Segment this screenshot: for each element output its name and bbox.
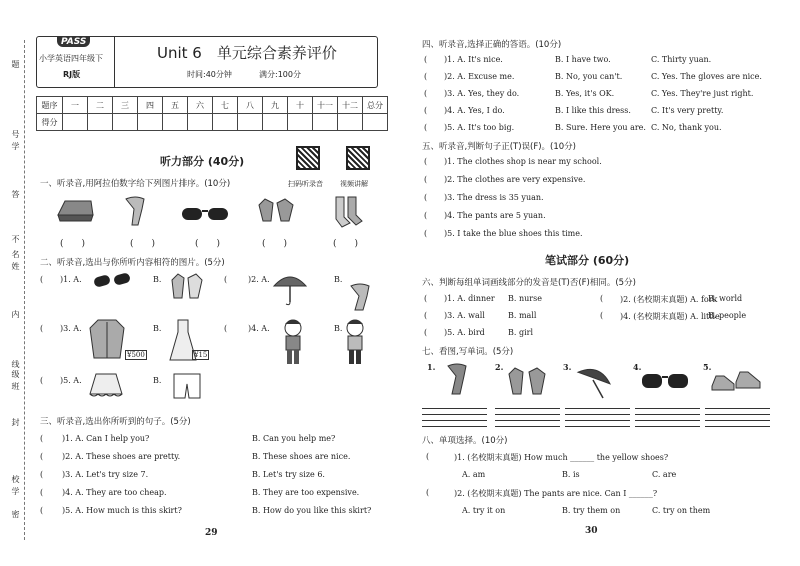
- answer-blank[interactable]: (: [424, 72, 428, 81]
- answer-blank[interactable]: (: [424, 328, 428, 337]
- writing-line[interactable]: [705, 414, 770, 415]
- q8-question-1: )1. (名校期末真题) How much ______ the yellow shoes?: [454, 453, 669, 462]
- written-section-title: 笔试部分 (60分): [545, 254, 630, 267]
- binding-label: 姓: [11, 262, 20, 270]
- binding-label: 级: [11, 370, 20, 378]
- score-table-header: 九: [263, 97, 288, 114]
- score-row-label: 得分: [37, 114, 63, 131]
- answer-blank[interactable]: (: [600, 294, 604, 303]
- binding-label: 学: [11, 487, 20, 495]
- binding-label: 名: [11, 250, 20, 258]
- answer-blank[interactable]: (: [224, 275, 228, 284]
- sunglasses-icon: [640, 370, 690, 392]
- score-cell[interactable]: [313, 114, 338, 131]
- score-cell[interactable]: [263, 114, 288, 131]
- gloves-icon: [505, 364, 549, 400]
- q2-item-label: )2. A.: [248, 275, 270, 284]
- question-6-title: 六、判断每组单词画线部分的发音是(T)否(F)相同。(5分): [422, 278, 636, 288]
- score-table-header: 四: [138, 97, 163, 114]
- q3-option-b: B. Let's try size 6.: [252, 470, 325, 479]
- shoes-icon: [710, 368, 762, 394]
- q4-option-b: B. Yes, it's OK.: [555, 89, 615, 98]
- price-tag: ¥15: [194, 351, 208, 359]
- score-cell[interactable]: [338, 114, 363, 131]
- q6-word-a: )4. (名校期末真题) A. little: [620, 312, 720, 321]
- binding-label: 学: [11, 142, 20, 150]
- q8-option: B. is: [562, 470, 580, 479]
- q6-word-b: B. people: [708, 311, 747, 320]
- answer-blank[interactable]: (: [40, 434, 44, 443]
- answer-blank[interactable]: (: [426, 452, 430, 461]
- score-table-header: 总分: [363, 97, 388, 114]
- score-cell[interactable]: [138, 114, 163, 131]
- umbrella-icon: [575, 366, 613, 400]
- scarf-icon: [120, 195, 150, 229]
- score-cell[interactable]: [113, 114, 138, 131]
- score-table: [36, 96, 388, 131]
- answer-blank[interactable]: (: [600, 311, 604, 320]
- q5-statement: )2. The clothes are very expensive.: [444, 175, 586, 184]
- socks-icon: [330, 195, 364, 229]
- q6-word-a: )1. A. dinner: [444, 294, 495, 303]
- q4-option-a: )2. A. Excuse me.: [444, 72, 515, 81]
- shorts-icon: [172, 372, 202, 402]
- q8-option: A. am: [462, 470, 486, 479]
- qr-label-audio: 扫码听录音: [288, 180, 323, 188]
- pass-logo: PASS: [57, 37, 90, 47]
- score-label: 满分:100分: [259, 70, 301, 79]
- answer-blank[interactable]: (: [424, 123, 428, 132]
- score-cell[interactable]: [288, 114, 313, 131]
- q6-word-b: B. nurse: [508, 294, 542, 303]
- listening-section-title: 听力部分 (40分): [160, 155, 245, 168]
- q4-option-a: )4. A. Yes, I do.: [444, 106, 505, 115]
- q5-statement: )1. The clothes shop is near my school.: [444, 157, 602, 166]
- boy-figure-icon: [340, 318, 370, 366]
- order-blank[interactable]: ( ): [195, 239, 221, 249]
- question-5-title: 五、听录音,判断句子正(T)误(F)。(10分): [422, 142, 576, 152]
- score-table-header: 十一: [313, 97, 338, 114]
- score-table-header: 十: [288, 97, 313, 114]
- writing-line[interactable]: [635, 414, 700, 415]
- answer-blank[interactable]: (: [424, 311, 428, 320]
- q4-option-b: B. Sure. Here you are.: [555, 123, 646, 132]
- answer-blank[interactable]: (: [424, 193, 428, 202]
- price-tag: ¥500: [127, 351, 145, 359]
- writing-line[interactable]: [705, 408, 770, 409]
- binding-label: 内: [11, 310, 20, 318]
- binding-label: 号: [11, 130, 20, 138]
- grade-label: 小学英语四年级下: [39, 54, 103, 63]
- q8-option: B. try them on: [562, 506, 621, 515]
- q2-item-label: )4. A.: [248, 324, 270, 333]
- question-3-title: 三、听录音,选出你所听到的句子。(5分): [40, 417, 191, 427]
- binding-label: 校: [11, 475, 20, 483]
- binding-label: 不: [11, 235, 20, 243]
- answer-blank[interactable]: (: [424, 55, 428, 64]
- score-table-header: 六: [188, 97, 213, 114]
- q6-word-a: )2. (名校期末真题) A. fork: [620, 295, 718, 304]
- scarf-icon: [442, 362, 472, 398]
- answer-blank[interactable]: (: [224, 324, 228, 333]
- time-label: 时间:40分钟: [187, 70, 232, 79]
- q3-option-a: )4. A. They are too cheap.: [62, 488, 167, 497]
- writing-line[interactable]: [495, 426, 560, 427]
- q3-option-a: )1. A. Can I help you?: [62, 434, 150, 443]
- answer-blank[interactable]: (: [424, 157, 428, 166]
- q2-item-label: )3. A.: [60, 324, 82, 333]
- q3-option-b: B. They are too expensive.: [252, 488, 360, 497]
- writing-line[interactable]: [635, 426, 700, 427]
- q6-word-a: )5. A. bird: [444, 328, 485, 337]
- score-cell[interactable]: [163, 114, 188, 131]
- q3-option-a: )2. A. These shoes are pretty.: [62, 452, 181, 461]
- gloves-icon: [168, 272, 206, 302]
- q6-word-a: )3. A. wall: [444, 311, 485, 320]
- question-7-title: 七、看图,写单词。(5分): [422, 347, 514, 357]
- answer-blank[interactable]: (: [424, 175, 428, 184]
- q3-option-b: B. Can you help me?: [252, 434, 336, 443]
- binding-label: 题: [11, 60, 20, 68]
- q8-question-2: )2. (名校期末真题) The pants are nice. Can I ______?: [454, 489, 658, 498]
- q6-word-b: B. girl: [508, 328, 534, 337]
- writing-line[interactable]: [495, 420, 560, 421]
- writing-line[interactable]: [565, 426, 630, 427]
- picture-number: 1.: [427, 362, 436, 372]
- scarf-icon: [345, 282, 375, 312]
- q4-option-c: C. Thirty yuan.: [651, 55, 712, 64]
- q5-statement: )5. I take the blue shoes this time.: [444, 229, 583, 238]
- binding-label: 答: [11, 190, 20, 198]
- q2-item-b: B.: [153, 324, 162, 333]
- answer-blank[interactable]: (: [424, 294, 428, 303]
- answer-blank[interactable]: (: [40, 324, 44, 333]
- q4-option-b: B. I have two.: [555, 55, 611, 64]
- picture-number: 2.: [495, 362, 504, 372]
- score-table-header: 三: [113, 97, 138, 114]
- q4-option-a: )1. A. It's nice.: [444, 55, 503, 64]
- writing-line[interactable]: [495, 414, 560, 415]
- writing-line[interactable]: [705, 420, 770, 421]
- answer-blank[interactable]: (: [40, 452, 44, 461]
- score-table-header: 五: [163, 97, 188, 114]
- page-number: 29: [205, 528, 218, 538]
- q8-option: A. try it on: [462, 506, 506, 515]
- picture-number: 3.: [563, 362, 572, 372]
- sunglasses-icon: [92, 272, 132, 290]
- q6-word-b: B. world: [708, 294, 743, 303]
- binding-margin: [4, 40, 30, 540]
- q3-option-b: B. How do you like this skirt?: [252, 506, 372, 515]
- writing-line[interactable]: [495, 408, 560, 409]
- grade-box: [37, 37, 115, 87]
- score-cell[interactable]: [188, 114, 213, 131]
- qr-label-video: 视频讲解: [340, 180, 368, 188]
- q4-option-c: C. It's very pretty.: [651, 106, 724, 115]
- writing-line[interactable]: [565, 420, 630, 421]
- binding-label: 班: [11, 382, 20, 390]
- score-cell[interactable]: [88, 114, 113, 131]
- umbrella-icon: [272, 272, 308, 306]
- question-1-title: 一、听录音,用阿拉伯数字给下列图片排序。(10分): [40, 179, 231, 189]
- answer-blank[interactable]: (: [426, 488, 430, 497]
- question-4-title: 四、听录音,选择正确的答语。(10分): [422, 40, 562, 50]
- qr-code-video[interactable]: [346, 146, 370, 170]
- sunglasses-icon: [180, 205, 230, 223]
- answer-blank[interactable]: (: [424, 89, 428, 98]
- binding-label: 封: [11, 418, 20, 426]
- q4-option-b: B. No, you can't.: [555, 72, 623, 81]
- answer-blank[interactable]: (: [424, 229, 428, 238]
- answer-blank[interactable]: (: [424, 106, 428, 115]
- q3-option-b: B. These shoes are nice.: [252, 452, 351, 461]
- q8-option: C. are: [652, 470, 677, 479]
- writing-line[interactable]: [635, 408, 700, 409]
- score-table-header: 八: [238, 97, 263, 114]
- q2-item-b: B.: [334, 324, 343, 333]
- order-blank[interactable]: ( ): [130, 239, 156, 249]
- writing-line[interactable]: [422, 408, 487, 409]
- score-cell[interactable]: [213, 114, 238, 131]
- q4-option-a: )5. A. It's too big.: [444, 123, 515, 132]
- gloves-icon: [255, 195, 297, 227]
- q4-option-c: C. Yes. The gloves are nice.: [651, 72, 762, 81]
- score-cell[interactable]: [238, 114, 263, 131]
- order-blank[interactable]: ( ): [262, 239, 288, 249]
- q5-statement: )4. The pants are 5 yuan.: [444, 211, 546, 220]
- binding-label: 线: [11, 360, 20, 368]
- q2-item-b: B.: [334, 275, 343, 284]
- score-cell[interactable]: [63, 114, 88, 131]
- q8-option: C. try on them: [652, 506, 711, 515]
- writing-line[interactable]: [422, 426, 487, 427]
- score-table-header: 十二: [338, 97, 363, 114]
- writing-line[interactable]: [635, 420, 700, 421]
- page-title: Unit 6 单元综合素养评价: [157, 44, 337, 62]
- answer-blank[interactable]: (: [40, 506, 44, 515]
- answer-blank[interactable]: (: [424, 211, 428, 220]
- skirt-icon: [88, 372, 124, 398]
- qr-code-audio[interactable]: [296, 146, 320, 170]
- order-blank[interactable]: ( ): [333, 239, 359, 249]
- answer-blank[interactable]: (: [40, 275, 44, 284]
- answer-blank[interactable]: (: [40, 488, 44, 497]
- exam-header: [36, 36, 378, 88]
- picture-number: 5.: [703, 362, 712, 372]
- score-table-header: 题序: [37, 97, 63, 114]
- writing-line[interactable]: [565, 408, 630, 409]
- question-2-title: 二、听录音,选出与你所听内容相符的图片。(5分): [40, 258, 225, 268]
- order-blank[interactable]: ( ): [60, 239, 86, 249]
- q2-item-label: )1. A.: [60, 275, 82, 284]
- score-cell[interactable]: [363, 114, 388, 131]
- writing-line[interactable]: [705, 426, 770, 427]
- writing-line[interactable]: [422, 414, 487, 415]
- q6-word-b: B. mall: [508, 311, 537, 320]
- clothes-pile-icon: [55, 195, 95, 225]
- q4-option-c: C. No, thank you.: [651, 123, 722, 132]
- q3-option-a: )3. A. Let's try size 7.: [62, 470, 149, 479]
- writing-line[interactable]: [422, 420, 487, 421]
- edition-label: RJ版: [63, 70, 81, 79]
- q2-item-b: B.: [153, 376, 162, 385]
- score-table-header: 七: [213, 97, 238, 114]
- q4-option-c: C. Yes. They're just right.: [651, 89, 754, 98]
- boy-figure-icon: [278, 318, 308, 366]
- q2-item-b: B.: [153, 275, 162, 284]
- right-page: [400, 0, 800, 566]
- q4-option-b: B. I like this dress.: [555, 106, 631, 115]
- picture-number: 4.: [633, 362, 642, 372]
- score-table-header: 二: [88, 97, 113, 114]
- q5-statement: )3. The dress is 35 yuan.: [444, 193, 544, 202]
- writing-line[interactable]: [565, 414, 630, 415]
- q3-option-a: )5. A. How much is this skirt?: [62, 506, 182, 515]
- question-8-title: 八、单项选择。(10分): [422, 436, 508, 446]
- answer-blank[interactable]: (: [40, 376, 44, 385]
- jacket-icon: [88, 318, 126, 362]
- q4-option-a: )3. A. Yes, they do.: [444, 89, 520, 98]
- answer-blank[interactable]: (: [40, 470, 44, 479]
- binding-label: 密: [11, 510, 20, 518]
- q2-item-label: )5. A.: [60, 376, 82, 385]
- page-number: 30: [585, 526, 598, 536]
- score-table-header: 一: [63, 97, 88, 114]
